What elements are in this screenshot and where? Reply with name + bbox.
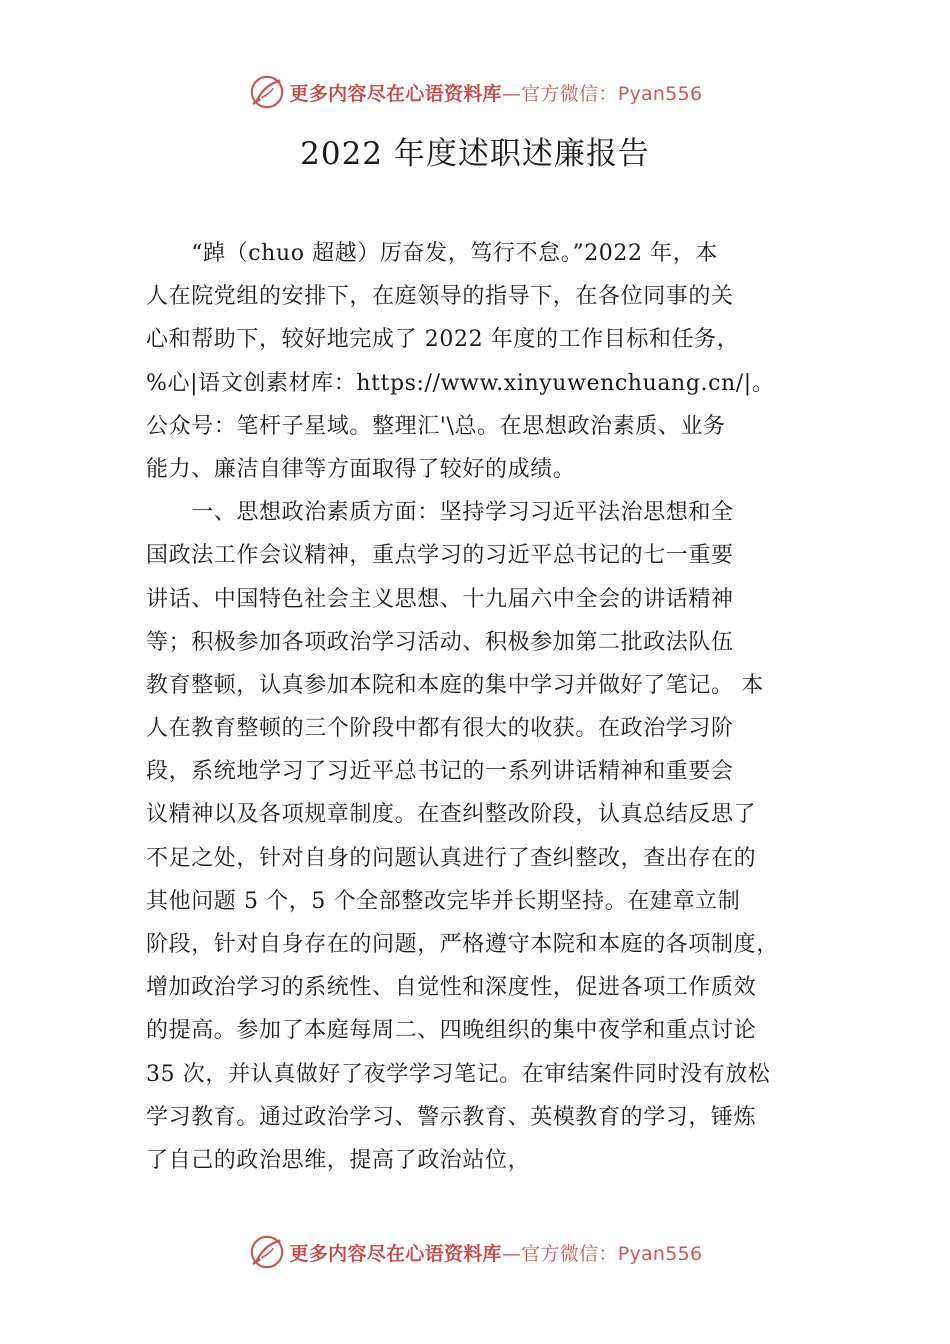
text-line: “踔（chuo 超越）厉奋发，笃行不怠。”2022 年，本 — [146, 241, 718, 266]
text-line: 不足之处，针对自身的问题认真进行了查纠整改，查出存在的 — [146, 845, 757, 871]
watermark-wechat: Pyan556 — [617, 82, 703, 105]
watermark-separator: — — [501, 82, 522, 105]
text-line: 阶段，针对自身存在的问题，严格遵守本院和本庭的各项制度， — [146, 932, 779, 957]
text-line: 段，系统地学习了习近平总书记的一系列讲话精神和重要会 — [146, 759, 734, 785]
text-line: 讲话、中国特色社会主义思想、十九届六中全会的讲话精神 — [146, 586, 734, 612]
text-line: 等；积极参加各项政治学习活动、积极参加第二批政法队伍 — [146, 629, 734, 655]
brand-logo-icon — [248, 73, 286, 111]
text-line: 一、思想政治素质方面：坚持学习习近平法治思想和全 — [146, 500, 734, 526]
text-line: 了自己的政治思维，提高了政治站位， — [146, 1147, 531, 1173]
text-line: %心|语文创素材库：https://www.xinyuwenchuang.cn/|。 — [146, 370, 775, 396]
text-line: 增加政治学习的系统性、自觉性和深度性，促进各项工作质效 — [146, 975, 757, 1001]
text-line: 学习教育。通过政治学习、警示教育、英模教育的学习，锤炼 — [146, 1104, 757, 1130]
watermark-brand: 更多内容尽在心语资料库 — [289, 1242, 502, 1265]
watermark-separator: — — [501, 1242, 522, 1265]
text-line: 其他问题 5 个，5 个全部整改完毕并长期坚持。在建章立制 — [146, 888, 741, 914]
text-line: 议精神以及各项规章制度。在查纠整改阶段，认真总结反思了 — [146, 802, 757, 828]
watermark-banner-bottom — [0, 1230, 950, 1274]
watermark-text — [290, 1239, 703, 1266]
watermark-brand: 更多内容尽在心语资料库 — [289, 82, 502, 105]
brand-logo-icon — [248, 1233, 286, 1271]
watermark-banner-top — [0, 70, 950, 114]
text-line: 35 次，并认真做好了夜学学习笔记。在审结案件同时没有放松 — [146, 1061, 771, 1087]
text-line: 教育整顿，认真参加本院和本庭的集中学习并做好了笔记。 本 — [146, 672, 764, 698]
watermark-official: 官方微信： — [521, 1242, 618, 1265]
text-line: 人在教育整顿的三个阶段中都有很大的收获。在政治学习阶 — [146, 716, 734, 742]
document-body — [146, 232, 836, 1182]
document-title: 2022 年度述职述廉报告 — [300, 136, 650, 172]
watermark-wechat: Pyan556 — [617, 1242, 703, 1265]
watermark-official: 官方微信： — [521, 82, 618, 105]
text-line: 人在院党组的安排下，在庭领导的指导下，在各位同事的关 — [146, 284, 734, 310]
watermark-text — [290, 79, 703, 106]
text-line: 国政法工作会议精神，重点学习的习近平总书记的七一重要 — [146, 543, 734, 569]
text-line: 公众号：笔杆子星域。整理汇'\总。在思想政治素质、业务 — [146, 413, 726, 439]
text-line: 的提高。参加了本庭每周二、四晚组织的集中夜学和重点讨论 — [146, 1018, 757, 1044]
text-line: 能力、廉洁自律等方面取得了较好的成绩。 — [146, 456, 576, 482]
text-line: 心和帮助下，较好地完成了 2022 年度的工作目标和任务， — [146, 327, 740, 353]
